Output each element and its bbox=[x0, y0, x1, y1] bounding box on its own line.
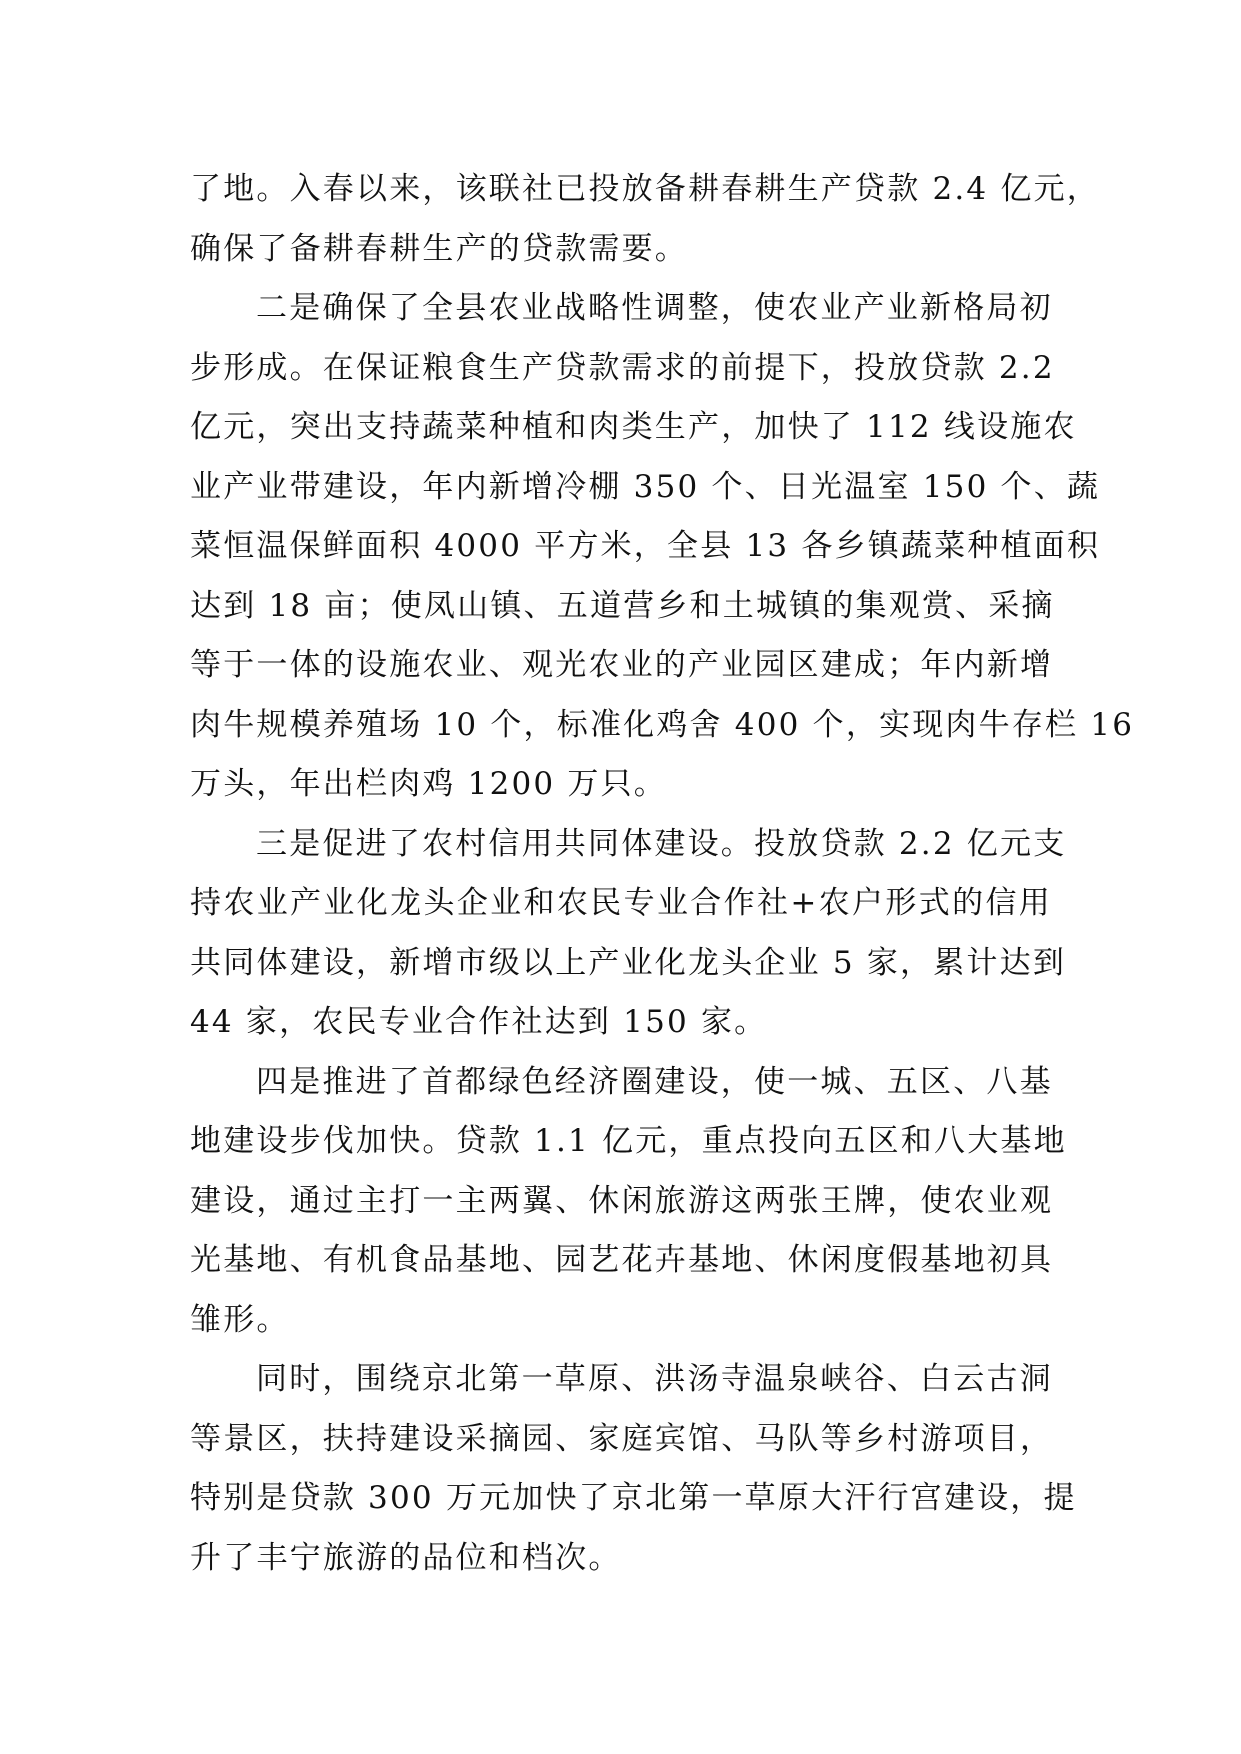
text-line: 肉牛规模养殖场 10 个，标准化鸡舍 400 个，实现肉牛存栏 16 bbox=[190, 706, 1135, 743]
text-line: 持农业产业化龙头企业和农民专业合作社+农户形式的信用 bbox=[190, 885, 1052, 921]
paragraph-4 bbox=[190, 1053, 1067, 1351]
text-line: 业产业带建设，年内新增冷棚 350 个、日光温室 150 个、蔬 bbox=[190, 468, 1101, 505]
text-line: 44 家，农民专业合作社达到 150 家。 bbox=[190, 1004, 768, 1040]
text-line: 步形成。在保证粮食生产贷款需求的前提下，投放贷款 2.2 bbox=[190, 349, 1055, 386]
text-line: 等于一体的设施农业、观光农业的产业园区建成；年内新增 bbox=[190, 647, 1054, 683]
text-line: 特别是贷款 300 万元加快了京北第一草原大汗行宫建设，提 bbox=[190, 1480, 1077, 1516]
text-line: 同时，围绕京北第一草原、洪汤寺温泉峡谷、白云古洞 bbox=[256, 1361, 1053, 1397]
paragraph-1 bbox=[190, 160, 1101, 279]
paragraph-5 bbox=[190, 1350, 1077, 1588]
text-line: 光基地、有机食品基地、园艺花卉基地、休闲度假基地初具 bbox=[190, 1242, 1054, 1278]
text-line: 等景区，扶持建设采摘园、家庭宾馆、马队等乡村游项目， bbox=[190, 1420, 1054, 1457]
text-line: 雏形。 bbox=[190, 1301, 290, 1338]
paragraph-3 bbox=[190, 815, 1067, 1053]
text-line: 建设，通过主打一主两翼、休闲旅游这两张王牌，使农业观 bbox=[190, 1182, 1054, 1219]
text-line: 了地。入春以来，该联社已投放备耕春耕生产贷款 2.4 亿元， bbox=[190, 171, 1101, 207]
text-line: 共同体建设，新增市级以上产业化龙头企业 5 家，累计达到 bbox=[190, 944, 1067, 981]
text-line: 四是推进了首都绿色经济圈建设，使一城、五区、八基 bbox=[256, 1063, 1053, 1100]
paragraph-2 bbox=[190, 279, 1135, 815]
text-line: 三是促进了农村信用共同体建设。投放贷款 2.2 亿元支 bbox=[256, 825, 1067, 862]
text-line: 万头，年出栏肉鸡 1200 万只。 bbox=[190, 766, 667, 802]
text-line: 升了丰宁旅游的品位和档次。 bbox=[190, 1539, 622, 1576]
text-line: 确保了备耕春耕生产的贷款需要。 bbox=[190, 230, 688, 267]
text-line: 亿元，突出支持蔬菜种植和肉类生产，加快了 112 线设施农 bbox=[190, 409, 1077, 445]
text-line: 菜恒温保鲜面积 4000 平方米，全县 13 各乡镇蔬菜种植面积 bbox=[190, 528, 1101, 564]
body-text bbox=[190, 160, 1135, 1588]
text-line: 二是确保了全县农业战略性调整，使农业产业新格局初 bbox=[256, 290, 1053, 326]
text-line: 达到 18 亩；使凤山镇、五道营乡和土城镇的集观赏、采摘 bbox=[190, 587, 1055, 624]
text-line: 地建设步伐加快。贷款 1.1 亿元，重点投向五区和八大基地 bbox=[190, 1123, 1067, 1159]
